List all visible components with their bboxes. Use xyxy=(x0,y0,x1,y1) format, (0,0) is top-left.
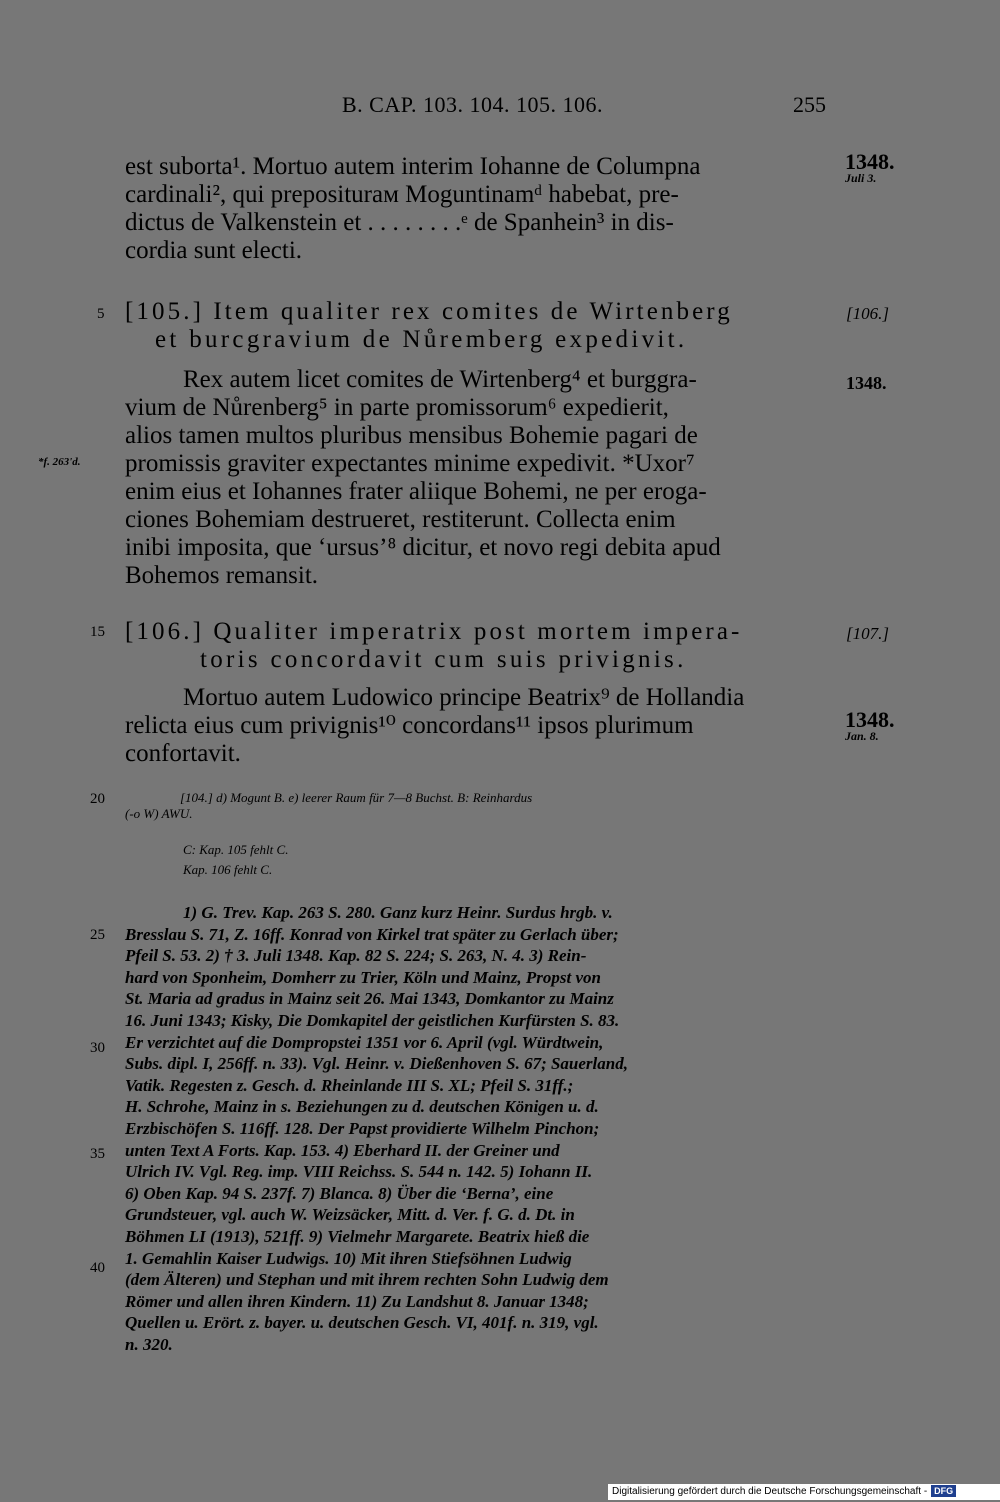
apparatus-line: [104.] d) Mogunt B. e) leerer Raum für 7—8 Buchst. B: Reinhardus xyxy=(180,790,533,805)
text-line: relicta eius cum privignis¹⁰ concordans¹¹ ipsos plurimum xyxy=(125,712,694,739)
chapter-title: toris concordavit cum suis privignis. xyxy=(200,646,687,673)
margin-year: 1348. xyxy=(845,707,895,732)
text-line: enim eius et Iohannes frater aliique Bohemi, ne per eroga- xyxy=(125,478,707,505)
line-number: 20 xyxy=(90,791,105,807)
apparatus-line: (-o W) AWU. xyxy=(125,806,193,821)
line-number: 25 xyxy=(90,927,105,943)
footnote-line: Ulrich IV. Vgl. Reg. imp. VIII Reichss. S. 544 n. 142. 5) Iohann II. xyxy=(125,1162,593,1182)
margin-year: 1348. xyxy=(845,149,895,174)
footnote-line: Böhmen LI (1913), 521ff. 9) Vielmehr Margarete. Beatrix hieß die xyxy=(125,1227,590,1246)
footnote-line: Quellen u. Erört. z. bayer. u. deutschen Gesch. VI, 401f. n. 319, vgl. xyxy=(125,1313,599,1333)
page-number: 255 xyxy=(793,92,826,117)
text-line: promissis graviter expectantes minime expedivit. *Uxor⁷ xyxy=(125,450,695,477)
footnote-line: n. 320. xyxy=(125,1335,173,1354)
footnote-line: 16. Juni 1343; Kisky, Die Domkapitel der geistlichen Kurfürsten S. 83. xyxy=(125,1011,620,1030)
text-line: confortavit. xyxy=(125,740,241,767)
footnote-line: 1. Gemahlin Kaiser Ludwigs. 10) Mit ihren Stiefsöhnen Ludwig xyxy=(125,1248,572,1268)
dfg-logo: DFG xyxy=(931,1485,956,1497)
text-line: dictus de Valkenstein et . . . . . . . .ᵉ de Spanhein³ in dis- xyxy=(125,209,674,236)
footnote-line: Er verzichtet auf die Dompropstei 1351 vor 6. April (vgl. Würdtwein, xyxy=(125,1032,604,1052)
footnote-line: H. Schrohe, Mainz in s. Beziehungen zu d. deutschen Königen u. d. xyxy=(125,1097,599,1117)
chapter-ref: [107.] xyxy=(846,624,889,643)
line-number: 30 xyxy=(90,1040,105,1056)
chapter-ref: [106.] xyxy=(846,304,889,323)
funding-footer xyxy=(608,1484,1000,1500)
text-line: inibi imposita, que ‘ursus’⁸ dicitur, et novo regi debita apud xyxy=(125,534,721,561)
footnote-line: hard von Sponheim, Domherr zu Trier, Köln und Mainz, Propst von xyxy=(125,967,601,987)
line-number: 5 xyxy=(97,306,105,322)
chapter-title: [106.] Qualiter imperatrix post mortem impera- xyxy=(125,618,743,645)
footer-text: Digitalisierung gefördert durch die Deutsche Forschungsgemeinschaft - xyxy=(612,1486,928,1497)
text-line: vium de Nůrenberg⁵ in parte promissorum⁶ expedierit, xyxy=(125,394,669,421)
text-line: ciones Bohemiam destrueret, restiterunt. Collecta enim xyxy=(125,506,676,533)
footnote-line: Subs. dipl. I, 256ff. n. 33). Vgl. Heinr. v. Dießenhoven S. 67; Sauerland, xyxy=(125,1054,628,1074)
margin-date xyxy=(845,707,895,743)
chapter-title: [105.] Item qualiter rex comites de Wirtenberg xyxy=(125,298,733,325)
running-head: B. CAP. 103. 104. 105. 106. xyxy=(342,92,604,117)
line-number: 40 xyxy=(90,1260,105,1276)
footnote-line: 1) G. Trev. Kap. 263 S. 280. Ganz kurz Heinr. Surdus hrgb. v. xyxy=(183,903,613,922)
footnote-line: Römer und allen ihren Kindern. 11) Zu Landshut 8. Januar 1348; xyxy=(125,1291,589,1311)
footnote-line: (dem Älteren) und Stephan und mit ihrem rechten Sohn Ludwig dem xyxy=(125,1270,609,1290)
text-line: alios tamen multos pluribus mensibus Bohemie pagari de xyxy=(125,422,698,449)
footnote-line: Pfeil S. 53. 2) † 3. Juli 1348. Kap. 82 S. 224; S. 263, N. 4. 3) Rein- xyxy=(125,946,587,966)
footnote-line: 6) Oben Kap. 94 S. 237f. 7) Blanca. 8) Über die ‘Berna’, eine xyxy=(125,1183,554,1203)
text-line: Rex autem licet comites de Wirtenberg⁴ et burggra- xyxy=(183,366,697,393)
margin-year: 1348. xyxy=(846,373,887,393)
apparatus-line: Kap. 106 fehlt C. xyxy=(183,862,273,877)
text-line: cardinali², qui prepositurам Moguntinamᵈ habebat, pre- xyxy=(125,181,679,208)
chapter-title: et burcgravium de Nůremberg expedivit. xyxy=(155,326,688,353)
text-line: Mortuo autem Ludowico principe Beatrix⁹ de Hollandia xyxy=(183,684,745,711)
folio-ref: *f. 263'd. xyxy=(38,456,81,468)
footnote-line: Grundsteuer, vgl. auch W. Weizsäcker, Mitt. d. Ver. f. G. d. Dt. in xyxy=(125,1205,575,1225)
line-number: 35 xyxy=(90,1146,105,1162)
margin-day: Jan. 8. xyxy=(845,729,879,743)
text-line: Bohemos remansit. xyxy=(125,562,319,589)
text-line: est suborta¹. Mortuo autem interim Iohanne de Columpna xyxy=(125,153,701,180)
footnote-line: Erzbischöfen S. 116ff. 128. Der Papst providierte Wilhelm Pinchon; xyxy=(125,1119,600,1138)
apparatus-line: C: Kap. 105 fehlt C. xyxy=(183,842,289,857)
footnote-line: Vatik. Regesten z. Gesch. d. Rheinlande III S. XL; Pfeil S. 31ff.; xyxy=(125,1075,574,1095)
text-line: cordia sunt electi. xyxy=(125,237,303,264)
footnote-line: Bresslau S. 71, Z. 16ff. Konrad von Kirkel trat später zu Gerlach über; xyxy=(125,924,619,944)
margin-day: Juli 3. xyxy=(845,171,877,185)
margin-date xyxy=(845,149,895,185)
line-number: 15 xyxy=(90,624,105,640)
footnote-line: unten Text A Forts. Kap. 153. 4) Eberhard II. der Greiner und xyxy=(125,1140,560,1160)
footnote-line: St. Maria ad gradus in Mainz seit 26. Mai 1343, Domkantor zu Mainz xyxy=(125,989,614,1009)
